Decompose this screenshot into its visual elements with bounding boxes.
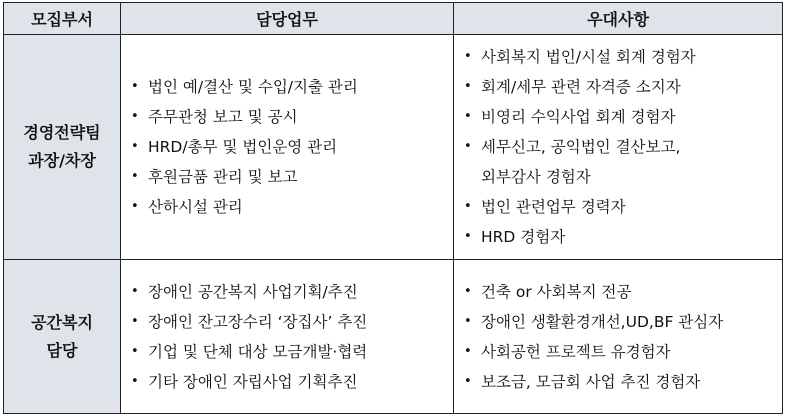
list-item: • 장애인 공간복지 사업기획/추진	[131, 277, 453, 307]
list-item: • 법인 관련업무 경력자	[464, 192, 782, 222]
bullet-icon: •	[464, 373, 472, 389]
list-item: • 비영리 수익사업 회계 경험자	[464, 102, 782, 132]
dept-name: 공간복지	[31, 312, 93, 332]
duties-cell	[121, 35, 454, 260]
header-dept: 모집부서	[4, 3, 121, 35]
dept-cell	[4, 35, 121, 260]
dept-name: 경영전략팀	[23, 123, 101, 142]
bullet-icon: •	[464, 109, 472, 124]
bullet-icon: •	[464, 313, 472, 329]
bullet-icon: •	[131, 109, 139, 124]
list-item: • 보조금, 모금회 사업 추진 경험자	[464, 367, 782, 397]
list-item: • 기업 및 단체 대상 모금개발·협력	[131, 337, 453, 367]
bullet-icon: •	[131, 283, 139, 299]
header-duties: 담당업무	[121, 3, 454, 35]
bullet-icon: •	[131, 343, 139, 359]
bullet-icon: •	[464, 229, 472, 244]
list-item: • 사회공헌 프로젝트 유경험자	[464, 337, 782, 367]
list-item: • 세무신고, 공익법인 결산보고, 외부감사 경험자	[464, 132, 782, 192]
bullet-icon: •	[131, 139, 139, 154]
table-row	[4, 260, 783, 414]
list-item: • 법인 예/결산 및 수입/지출 관리	[131, 72, 453, 102]
dept-cell	[4, 260, 121, 414]
recruitment-table	[3, 2, 783, 414]
table-row	[4, 35, 783, 260]
preferred-cell	[454, 35, 783, 260]
list-item: • 회계/세무 관련 자격증 소지자	[464, 72, 782, 102]
bullet-icon: •	[464, 199, 472, 214]
duties-list	[121, 72, 453, 222]
list-item: • HRD 경험자	[464, 222, 782, 252]
bullet-icon: •	[464, 343, 472, 359]
bullet-icon: •	[464, 79, 472, 94]
bullet-icon: •	[131, 199, 139, 214]
preferred-list	[454, 277, 782, 397]
bullet-icon: •	[464, 283, 472, 299]
bullet-icon: •	[131, 313, 139, 329]
preferred-cell	[454, 260, 783, 414]
dept-position: 과장/차장	[28, 151, 96, 170]
list-item: • 후원금품 관리 및 보고	[131, 162, 453, 192]
header-preferred: 우대사항	[454, 3, 783, 35]
list-item: • 건축 or 사회복지 전공	[464, 277, 782, 307]
header-row	[4, 3, 783, 35]
preferred-list	[454, 42, 782, 252]
duties-cell	[121, 260, 454, 414]
list-item: • 주무관청 보고 및 공시	[131, 102, 453, 132]
list-item: • 장애인 잔고장수리 ‘장집사’ 추진	[131, 307, 453, 337]
bullet-icon: •	[131, 373, 139, 389]
list-item: • 산하시설 관리	[131, 192, 453, 222]
bullet-icon: •	[131, 169, 139, 184]
list-item: • 사회복지 법인/시설 회계 경험자	[464, 42, 782, 72]
bullet-icon: •	[464, 49, 472, 64]
list-item: • 기타 장애인 자립사업 기획추진	[131, 367, 453, 397]
list-item: • 장애인 생활환경개선,UD,BF 관심자	[464, 307, 782, 337]
bullet-icon: •	[131, 79, 139, 94]
bullet-icon: •	[464, 139, 472, 154]
list-item: • HRD/총무 및 법인운영 관리	[131, 132, 453, 162]
duties-list	[121, 277, 453, 397]
dept-position: 담당	[46, 340, 78, 360]
